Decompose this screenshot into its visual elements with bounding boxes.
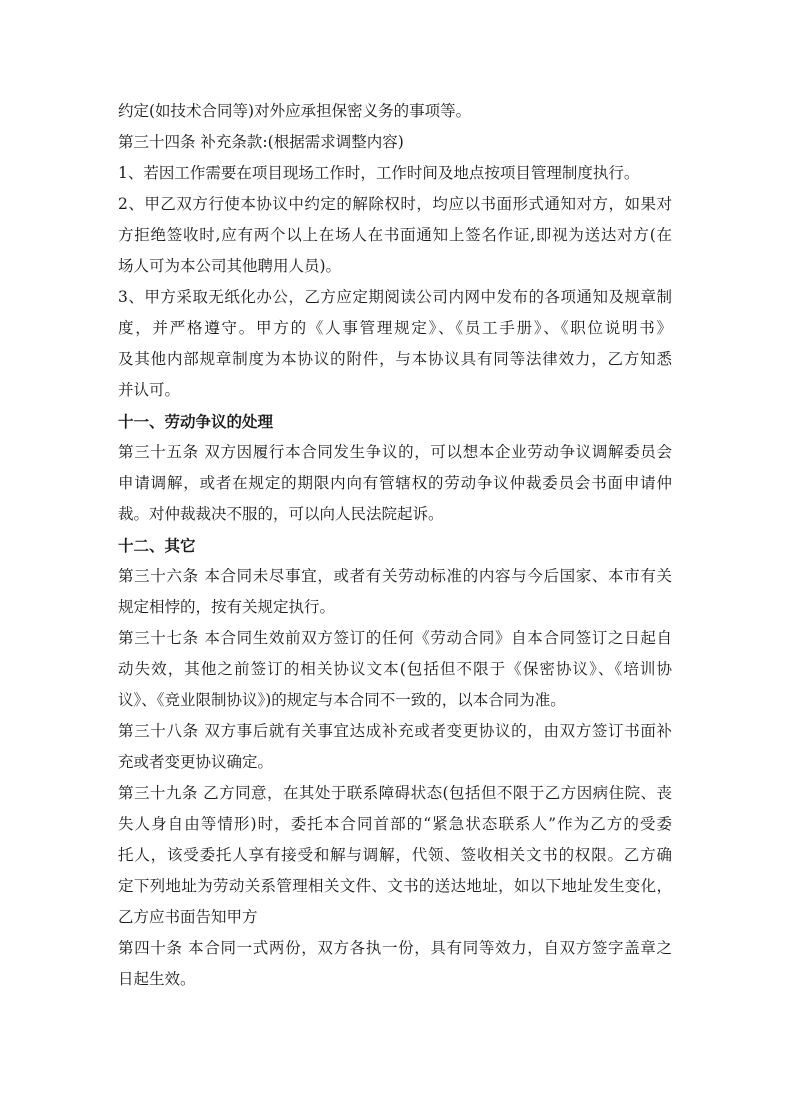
- text-line: 第三十八条 双方事后就有关事宜达成补充或者变更协议的，由双方签订书面补: [118, 722, 672, 740]
- text-line: 及其他内部规章制度为本协议的附件，与本协议具有同等法律效力，乙方知悉: [118, 350, 672, 368]
- text-line: 度，并严格遵守。甲方的《人事管理规定》、《员工手册》、《职位说明书》: [118, 319, 672, 337]
- text-line: 第三十四条 补充条款:(根据需求调整内容): [118, 133, 404, 151]
- text-line: 第四十条 本合同一式两份，双方各执一份，具有同等效力，自双方签字盖章之: [118, 939, 672, 957]
- text-line: 第三十五条 双方因履行本合同发生争议的，可以想本企业劳动争议调解委员会: [118, 443, 672, 461]
- section-heading: 十二、其它: [118, 536, 196, 555]
- text-line: 托人，该受委托人享有接受和解与调解，代领、签收相关文书的权限。乙方确: [118, 846, 672, 864]
- text-line: 议》、《竞业限制协议》)的规定与本合同不一致的，以本合同为准。: [118, 691, 566, 709]
- text-line: 规定相悖的，按有关规定执行。: [118, 598, 336, 616]
- text-line: 约定(如技术合同等)对外应承担保密义务的事项等。: [118, 102, 472, 120]
- document-page: [118, 96, 678, 995]
- section-heading: 十一、劳动争议的处理: [118, 412, 274, 431]
- text-line: 裁。对仲裁裁决不服的，可以向人民法院起诉。: [118, 505, 444, 523]
- text-line: 充或者变更协议确定。: [118, 753, 274, 771]
- text-line: 1、若因工作需要在项目现场工作时，工作时间及地点按项目管理制度执行。: [118, 164, 640, 182]
- text-line: 第三十九条 乙方同意，在其处于联系障碍状态(包括但不限于乙方因病住院、丧: [118, 784, 672, 802]
- text-line: 失人身自由等情形)时，委托本合同首部的“紧急状态联系人”作为乙方的受委: [118, 815, 672, 833]
- text-line: 场人可为本公司其他聘用人员)。: [118, 257, 342, 275]
- text-line: 乙方应书面告知甲方: [118, 908, 258, 926]
- text-line: 动失效，其他之前签订的相关协议文本(包括但不限于《保密协议》、《培训协: [118, 660, 672, 678]
- text-line: 2、甲乙双方行使本协议中约定的解除权时，均应以书面形式通知对方，如果对: [118, 195, 672, 213]
- text-line: 方拒绝签收时,应有两个以上在场人在书面通知上签名作证,即视为送达对方(在: [118, 226, 672, 244]
- text-line: 日起生效。: [118, 970, 196, 988]
- text-line: 申请调解，或者在规定的期限内向有管辖权的劳动争议仲裁委员会书面申请仲: [118, 474, 672, 492]
- text-line: 定下列地址为劳动关系管理相关文件、文书的送达地址，如以下地址发生变化，: [118, 877, 672, 895]
- text-line: 第三十六条 本合同未尽事宜，或者有关劳动标准的内容与今后国家、本市有关: [118, 567, 672, 585]
- text-line: 3、甲方采取无纸化办公，乙方应定期阅读公司内网中发布的各项通知及规章制: [118, 288, 672, 306]
- text-line: 并认可。: [118, 381, 181, 399]
- text-line: 第三十七条 本合同生效前双方签订的任何《劳动合同》自本合同签订之日起自: [118, 629, 672, 647]
